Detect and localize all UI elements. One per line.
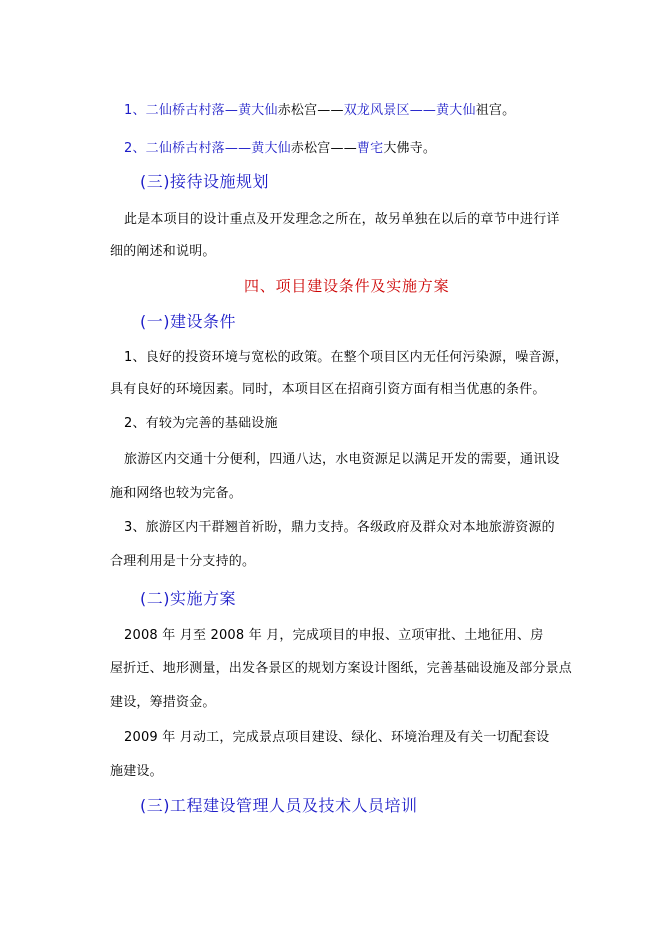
reception-heading: (三)接待设施规划	[140, 172, 269, 191]
route-1-segment-2: 黄大仙	[238, 103, 278, 118]
condition-3-line-2: 合理利用是十分支持的。	[110, 554, 256, 569]
reception-paragraph-line-1: 此是本项目的设计重点及开发理念之所在，故另单独在以后的章节中进行详	[124, 212, 560, 227]
route-2-segment-2: 黄大仙	[251, 141, 291, 156]
plan-1-line-1: 2008 年 月至 2008 年 月，完成项目的申报、立项审批、土地征用、房	[124, 628, 544, 643]
condition-1-line-1: 1、良好的投资环境与宽松的政策。在整个项目区内无任何污染源，噪音源，	[124, 350, 569, 365]
reception-paragraph-line-2: 细的阐述和说明。	[110, 244, 216, 259]
condition-2-title: 2、有较为完善的基础设施	[124, 416, 278, 431]
route-1-segment-6: 祖宫。	[475, 103, 516, 118]
route-2-segment-4: 曹宅	[356, 141, 384, 156]
route-2-number: 2、	[124, 141, 146, 156]
condition-3-line-1: 3、旅游区内干群翘首祈盼，鼎力支持。各级政府及群众对本地旅游资源的	[124, 520, 555, 535]
plan-2-line-2: 施建设。	[110, 764, 163, 779]
condition-1-line-2: 具有良好的环境因素。同时，本项目区在招商引资方面有相当优惠的条件。	[110, 382, 546, 397]
route-2-segment-5: 大佛寺。	[383, 141, 437, 156]
plan-1-line-2: 屋折迁、地形测量，出发各景区的规划方案设计图纸，完善基础设施及部分景点	[110, 661, 573, 676]
route-1-number: 1、	[124, 103, 146, 118]
route-2-segment-1: 二仙桥古村落——	[145, 141, 252, 156]
route-line-1	[124, 103, 515, 119]
route-2-segment-3: 赤松宫——	[290, 141, 357, 156]
route-line-2	[124, 141, 436, 157]
route-1-segment-4: 双龙风景区——	[343, 103, 437, 118]
condition-2-paragraph-line-2: 施和网络也较为完备。	[110, 486, 243, 501]
section-four-title: 四、项目建设条件及实施方案	[244, 277, 450, 295]
training-heading: (三)工程建设管理人员及技术人员培训	[140, 796, 418, 815]
conditions-heading: (一)建设条件	[140, 312, 236, 331]
plan-2-line-1: 2009 年 月动工，完成景点项目建设、绿化、环境治理及有关一切配套设	[124, 730, 550, 745]
route-1-segment-3: 赤松宫——	[277, 103, 344, 118]
condition-2-paragraph-line-1: 旅游区内交通十分便利，四通八达，水电资源足以满足开发的需要，通讯设	[124, 452, 560, 467]
route-1-segment-5: 黄大仙	[436, 103, 476, 118]
plan-heading: (二)实施方案	[140, 589, 236, 608]
plan-1-line-3: 建设，筹措资金。	[110, 695, 216, 710]
route-1-segment-1: 二仙桥古村落—	[145, 103, 239, 118]
